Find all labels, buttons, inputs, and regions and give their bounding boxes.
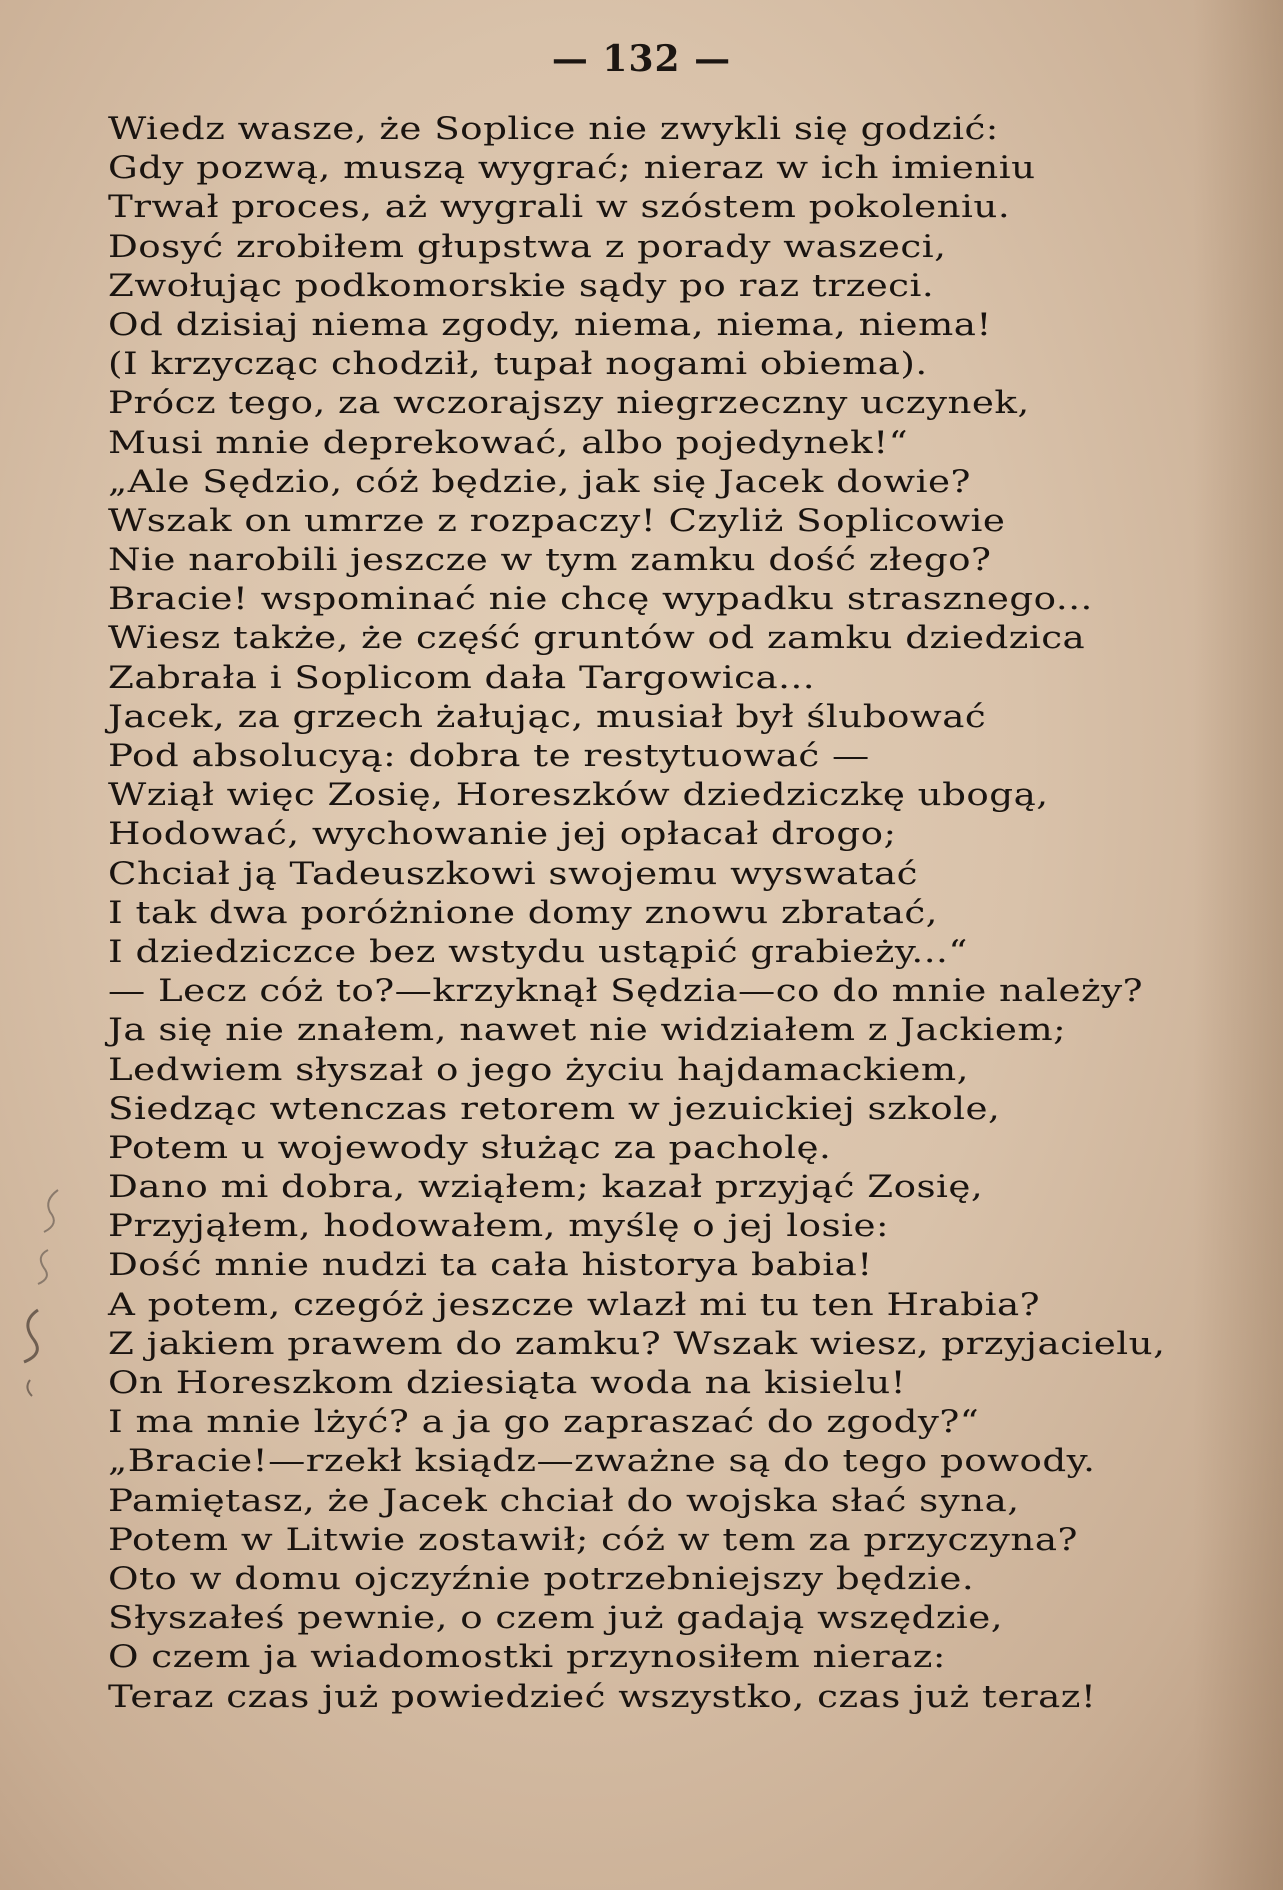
poem-line: Ledwiem słyszał o jego życiu hajdamackiem, xyxy=(108,1051,969,1088)
poem-line: Musi mnie deprekować, albo pojedynek!“ xyxy=(108,424,909,461)
poem-line: Prócz tego, za wczorajszy niegrzeczny uczynek, xyxy=(108,385,1030,422)
poem-line: Nie narobili jeszcze w tym zamku dość złego? xyxy=(108,542,992,579)
page-number: — 132 — xyxy=(551,38,732,80)
poem-line: Pamiętasz, że Jacek chciał do wojska słać syna, xyxy=(108,1482,1020,1519)
poem-line: Przyjąłem, hodowałem, myślę o jej losie: xyxy=(108,1208,890,1245)
poem-line: Potem w Litwie zostawił; cóż w tem za przyczyna? xyxy=(108,1521,1078,1558)
poem-line: On Horeszkom dziesiąta woda na kisielu! xyxy=(108,1365,907,1401)
poem-line: I tak dwa poróżnione domy znowu zbratać, xyxy=(108,894,938,931)
poem-line: Dosyć zrobiłem głupstwa z porady waszeci, xyxy=(108,228,947,265)
poem-line: „Ale Sędzio, cóż będzie, jak się Jacek dowie? xyxy=(108,463,971,500)
poem-line: Dano mi dobra, wziąłem; kazał przyjąć Zosię, xyxy=(108,1169,984,1206)
poem-line: Teraz czas już powiedzieć wszystko, czas już teraz! xyxy=(108,1678,1097,1715)
poem-line: Wiesz także, że część gruntów od zamku dziedzica xyxy=(108,620,1086,657)
poem-line: Gdy pozwą, muszą wygrać; nieraz w ich imieniu xyxy=(108,150,1036,187)
poem-line: Siedząc wtenczas retorem w jezuickiej szkole, xyxy=(108,1090,1001,1127)
poem-line: Z jakiem prawem do zamku? Wszak wiesz, przyjacielu, xyxy=(108,1325,1166,1362)
poem-line: Wiedz wasze, że Soplice nie zwykli się godzić: xyxy=(108,111,999,147)
poem-line: Wziął więc Zosię, Horeszków dziedziczkę ubogą, xyxy=(108,777,1049,814)
poem-line: A potem, czegóż jeszcze wlazł mi tu ten Hrabia? xyxy=(108,1286,1041,1323)
poem-line: Trwał proces, aż wygrali w szóstem pokoleniu. xyxy=(108,189,1011,226)
poem-line: I ma mnie lżyć? a ja go zapraszać do zgody?“ xyxy=(108,1404,980,1441)
pencil-marginal-mark xyxy=(8,1180,78,1420)
poem-line: Dość mnie nudzi ta cała historya babia! xyxy=(108,1247,873,1284)
poem-line: Wszak on umrze z rozpaczy! Czyliż Soplicowie xyxy=(108,502,1006,539)
poem-line: Bracie! wspominać nie chcę wypadku strasznego... xyxy=(108,581,1093,618)
poem-text xyxy=(108,110,1283,1717)
poem-line: Słyszałeś pewnie, o czem już gadają wszędzie, xyxy=(108,1600,1004,1637)
poem-line: — Lecz cóż to?—krzyknął Sędzia—co do mnie należy? xyxy=(108,973,1144,1010)
poem-line: Chciał ją Tadeuszkowi swojemu wyswatać xyxy=(108,855,918,892)
poem-line: Oto w domu ojczyźnie potrzebniejszy będzie. xyxy=(108,1560,975,1597)
poem-line: „Bracie!—rzekł ksiądz—zważne są do tego powody. xyxy=(108,1443,1096,1480)
poem-line: Hodować, wychowanie jej opłacał drogo; xyxy=(108,816,897,853)
poem-line: Pod absolucyą: dobra te restytuować — xyxy=(108,738,870,774)
poem-line: I dziedziczce bez wstydu ustąpić grabieży...“ xyxy=(108,933,968,970)
poem-line: Od dzisiaj niema zgody, niema, niema, niema! xyxy=(108,306,992,343)
poem-line: Jacek, za grzech żałując, musiał był ślubować xyxy=(108,698,987,735)
poem-line: Zwołując podkomorskie sądy po raz trzeci. xyxy=(108,267,935,304)
poem-line: Potem u wojewody służąc za pacholę. xyxy=(108,1129,832,1166)
poem-line: Zabrała i Soplicom dała Targowica... xyxy=(108,659,816,696)
poem-line: Ja się nie znałem, nawet nie widziałem z Jackiem; xyxy=(108,1012,1067,1049)
poem-line: (I krzycząc chodził, tupał nogami obiema). xyxy=(108,346,928,383)
poem-line: O czem ja wiadomostki przynosiłem nieraz: xyxy=(108,1639,946,1676)
